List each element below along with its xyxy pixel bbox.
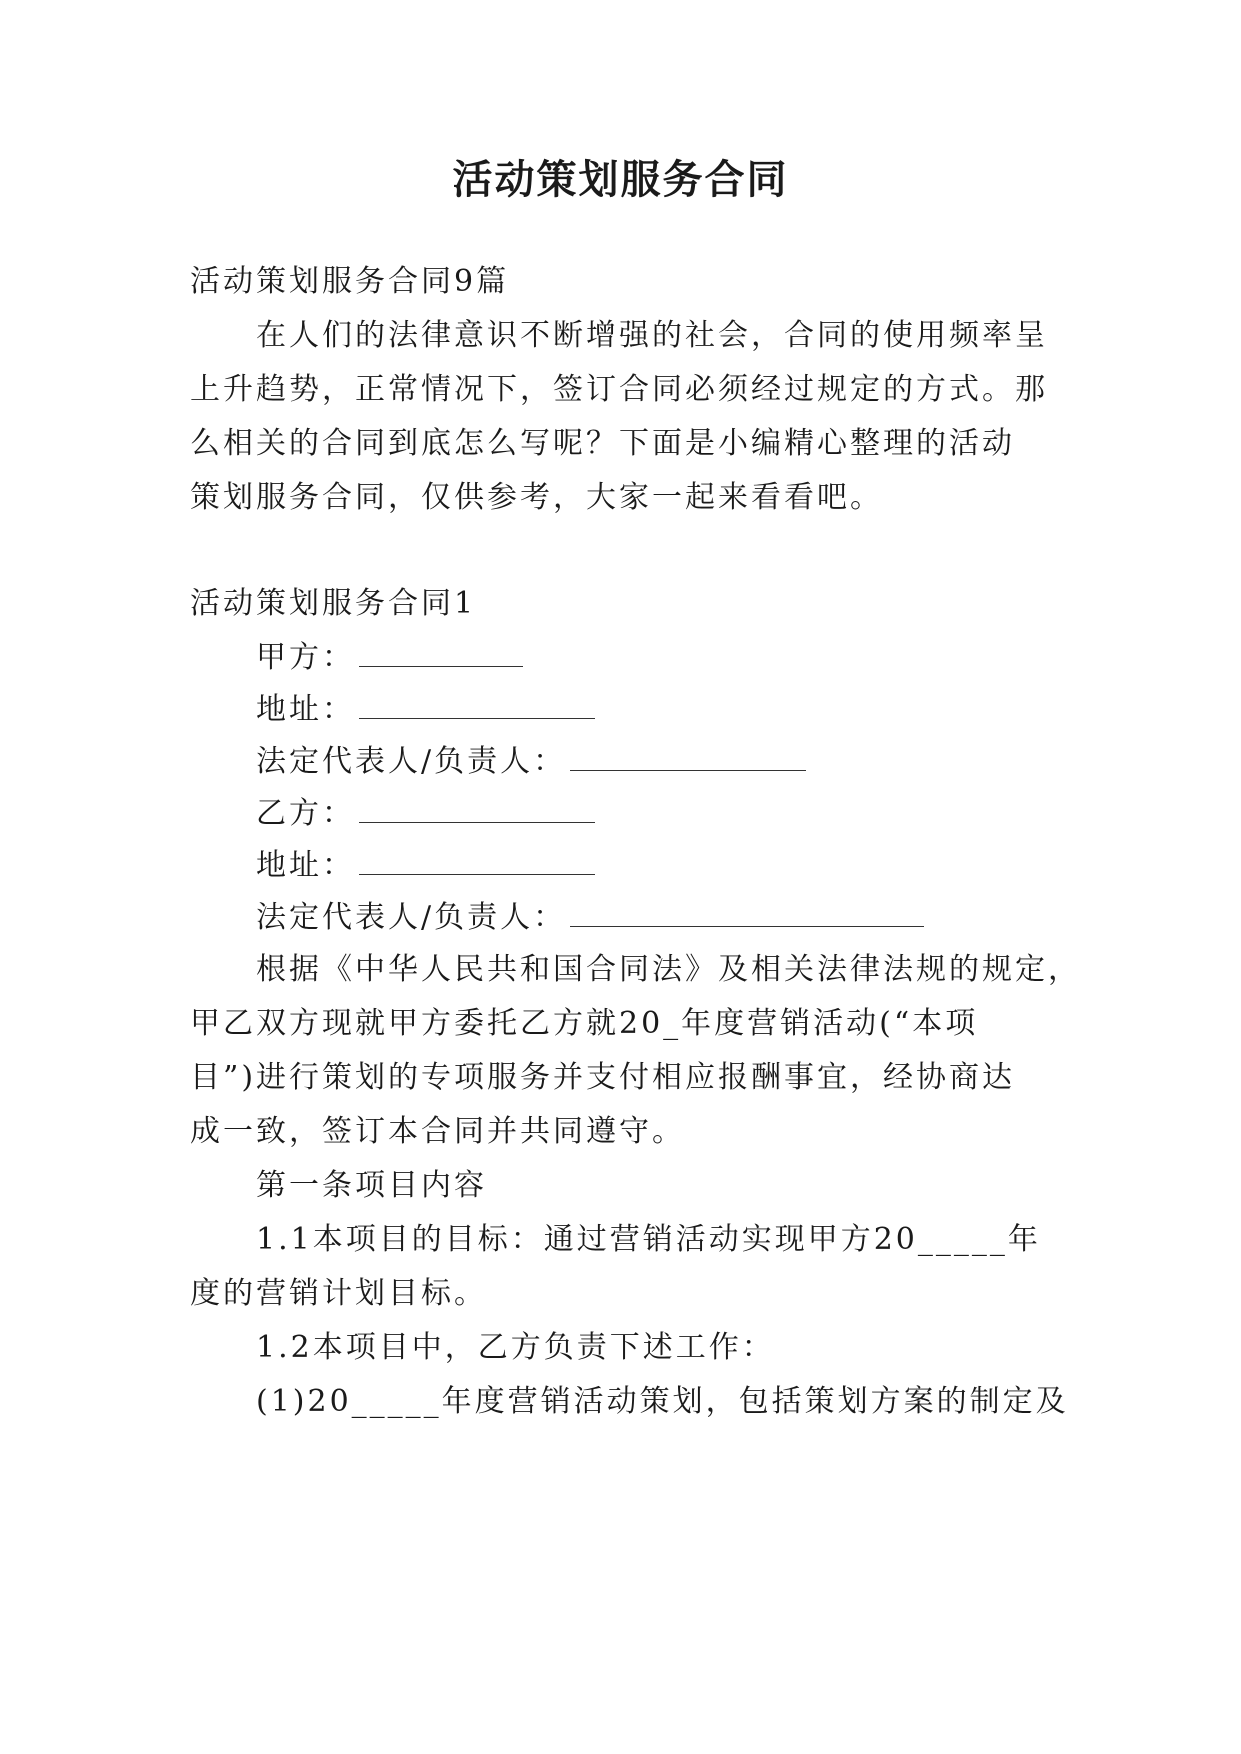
party-b-field bbox=[256, 794, 595, 834]
rep-a-label: 法定代表人/负责人： bbox=[256, 744, 567, 779]
rep-b-label: 法定代表人/负责人： bbox=[256, 900, 567, 935]
document-title: 活动策划服务合同 bbox=[452, 156, 789, 203]
address-a-blank bbox=[359, 690, 595, 719]
item-1-2-1: (1)20_____年度营销活动策划，包括策划方案的制定及 bbox=[256, 1384, 1069, 1419]
intro-line: 上升趋势，正常情况下，签订合同必须经过规定的方式。那 bbox=[190, 372, 1048, 407]
address-a-label: 地址： bbox=[256, 692, 355, 727]
subtitle: 活动策划服务合同9篇 bbox=[190, 264, 510, 299]
address-a-field bbox=[256, 690, 595, 730]
address-b-field bbox=[256, 846, 595, 886]
rep-b-field bbox=[256, 898, 924, 938]
item-1-1: 1.1本项目的目标：通过营销活动实现甲方20_____年 bbox=[256, 1222, 1041, 1257]
party-a-blank bbox=[359, 638, 523, 667]
party-b-label: 乙方： bbox=[256, 796, 355, 831]
party-b-blank bbox=[359, 794, 595, 823]
item-1-2: 1.2本项目中，乙方负责下述工作： bbox=[256, 1330, 775, 1365]
rep-a-blank bbox=[570, 742, 806, 771]
address-b-blank bbox=[359, 846, 595, 875]
intro-line: 策划服务合同，仅供参考，大家一起来看看吧。 bbox=[190, 480, 883, 515]
intro-line: 么相关的合同到底怎么写呢？下面是小编精心整理的活动 bbox=[190, 426, 1015, 461]
party-a-label: 甲方： bbox=[256, 640, 355, 675]
intro-line: 在人们的法律意识不断增强的社会，合同的使用频率呈 bbox=[256, 318, 1048, 353]
rep-a-field bbox=[256, 742, 806, 782]
article-heading: 第一条项目内容 bbox=[256, 1168, 487, 1203]
body-line: 成一致，签订本合同并共同遵守。 bbox=[190, 1114, 685, 1149]
item-1-1-cont: 度的营销计划目标。 bbox=[190, 1276, 487, 1311]
body-line: 甲乙双方现就甲方委托乙方就20_年度营销活动(“本项 bbox=[190, 1006, 979, 1041]
rep-b-blank bbox=[570, 898, 924, 927]
body-line: 根据《中华人民共和国合同法》及相关法律法规的规定， bbox=[256, 952, 1081, 987]
party-a-field bbox=[256, 638, 523, 678]
body-line: 目”)进行策划的专项服务并支付相应报酬事宜，经协商达 bbox=[190, 1060, 1016, 1095]
address-b-label: 地址： bbox=[256, 848, 355, 883]
section-title: 活动策划服务合同1 bbox=[190, 586, 477, 621]
